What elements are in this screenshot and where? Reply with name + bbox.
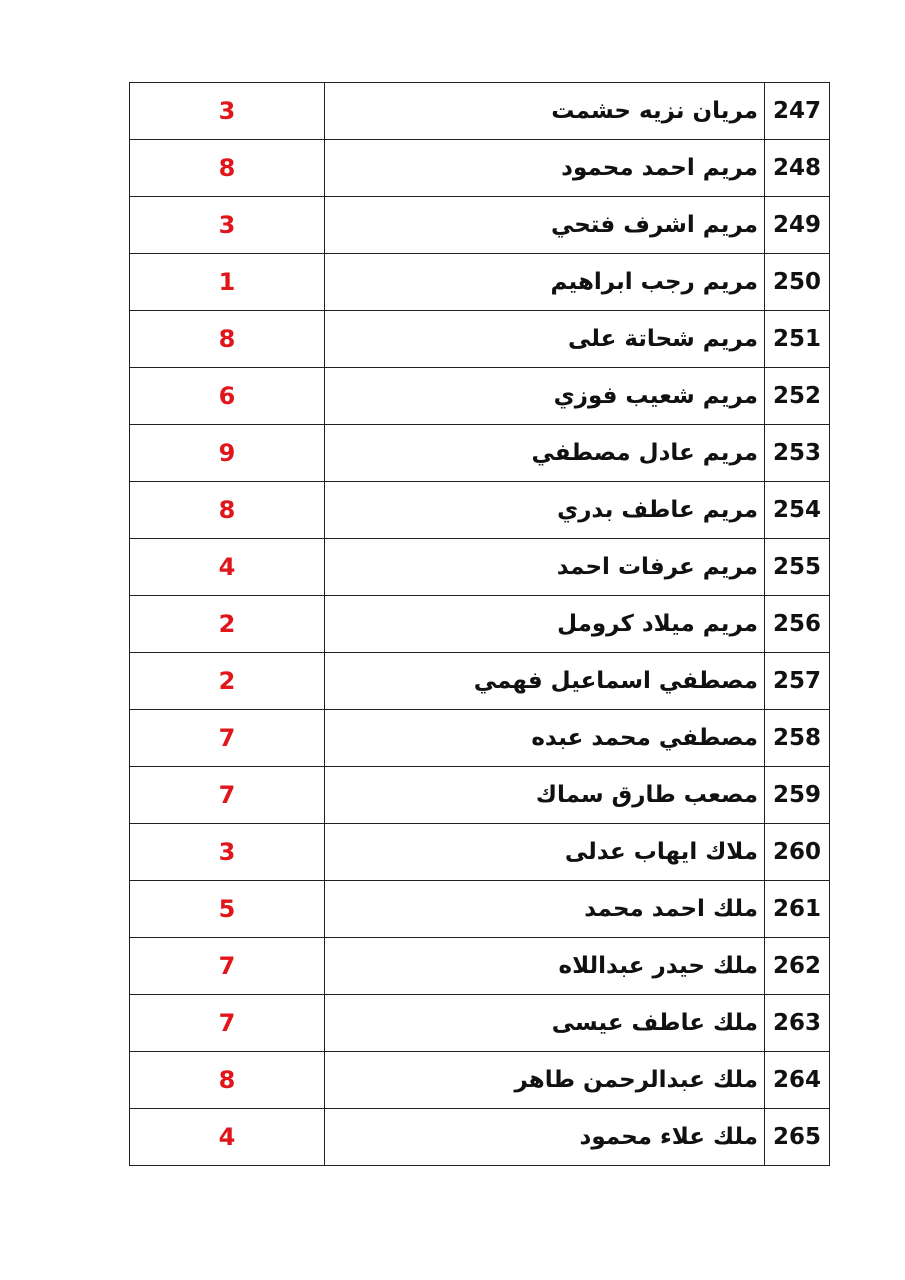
grade-cell: 3: [130, 83, 325, 140]
grade-cell: 7: [130, 995, 325, 1052]
table-row: [130, 710, 830, 767]
grade-cell: 9: [130, 425, 325, 482]
serial-number-cell: 249: [765, 197, 830, 254]
grade-cell: 1: [130, 254, 325, 311]
student-name-cell: مصطفي محمد عبده: [325, 710, 765, 767]
student-name-cell: مريم ميلاد كرومل: [325, 596, 765, 653]
grade-cell: 4: [130, 1109, 325, 1166]
grade-cell: 8: [130, 311, 325, 368]
grade-cell: 8: [130, 482, 325, 539]
serial-number-cell: 247: [765, 83, 830, 140]
serial-number-cell: 263: [765, 995, 830, 1052]
table-row: [130, 425, 830, 482]
student-name-cell: مريم اشرف فتحي: [325, 197, 765, 254]
serial-number-cell: 265: [765, 1109, 830, 1166]
table-row: [130, 140, 830, 197]
table-row: [130, 596, 830, 653]
table-row: [130, 197, 830, 254]
table-row: [130, 368, 830, 425]
table-row: [130, 1109, 830, 1166]
table-body: [130, 83, 830, 1166]
student-name-cell: مريم عاطف بدري: [325, 482, 765, 539]
student-name-cell: ملك احمد محمد: [325, 881, 765, 938]
table-row: [130, 653, 830, 710]
student-name-cell: مريم احمد محمود: [325, 140, 765, 197]
serial-number-cell: 262: [765, 938, 830, 995]
grade-cell: 8: [130, 140, 325, 197]
table-row: [130, 539, 830, 596]
serial-number-cell: 253: [765, 425, 830, 482]
serial-number-cell: 254: [765, 482, 830, 539]
table-row: [130, 482, 830, 539]
student-name-cell: ملك حيدر عبداللاه: [325, 938, 765, 995]
serial-number-cell: 260: [765, 824, 830, 881]
student-name-cell: ملك عاطف عيسى: [325, 995, 765, 1052]
table-row: [130, 824, 830, 881]
grade-cell: 3: [130, 197, 325, 254]
table-row: [130, 83, 830, 140]
student-grades-table: [129, 82, 830, 1166]
student-name-cell: مصطفي اسماعيل فهمي: [325, 653, 765, 710]
grade-cell: 2: [130, 653, 325, 710]
serial-number-cell: 261: [765, 881, 830, 938]
table-row: [130, 938, 830, 995]
table-row: [130, 995, 830, 1052]
grade-cell: 5: [130, 881, 325, 938]
grade-cell: 7: [130, 938, 325, 995]
table-row: [130, 311, 830, 368]
grade-cell: 2: [130, 596, 325, 653]
student-name-cell: ملك علاء محمود: [325, 1109, 765, 1166]
serial-number-cell: 259: [765, 767, 830, 824]
table-row: [130, 254, 830, 311]
serial-number-cell: 257: [765, 653, 830, 710]
student-name-cell: مريم عرفات احمد: [325, 539, 765, 596]
grade-cell: 8: [130, 1052, 325, 1109]
student-name-cell: مريم رجب ابراهيم: [325, 254, 765, 311]
table-row: [130, 1052, 830, 1109]
grade-cell: 7: [130, 710, 325, 767]
student-name-cell: مصعب طارق سماك: [325, 767, 765, 824]
grade-cell: 6: [130, 368, 325, 425]
student-name-cell: ملاك ايهاب عدلى: [325, 824, 765, 881]
serial-number-cell: 258: [765, 710, 830, 767]
student-name-cell: مريم شحاتة على: [325, 311, 765, 368]
serial-number-cell: 252: [765, 368, 830, 425]
student-name-cell: مريم عادل مصطفي: [325, 425, 765, 482]
table-row: [130, 881, 830, 938]
serial-number-cell: 255: [765, 539, 830, 596]
grade-cell: 4: [130, 539, 325, 596]
student-name-cell: مريان نزيه حشمت: [325, 83, 765, 140]
serial-number-cell: 250: [765, 254, 830, 311]
serial-number-cell: 251: [765, 311, 830, 368]
student-name-cell: مريم شعيب فوزي: [325, 368, 765, 425]
student-name-cell: ملك عبدالرحمن طاهر: [325, 1052, 765, 1109]
grade-cell: 7: [130, 767, 325, 824]
serial-number-cell: 248: [765, 140, 830, 197]
serial-number-cell: 256: [765, 596, 830, 653]
table-row: [130, 767, 830, 824]
serial-number-cell: 264: [765, 1052, 830, 1109]
grade-cell: 3: [130, 824, 325, 881]
